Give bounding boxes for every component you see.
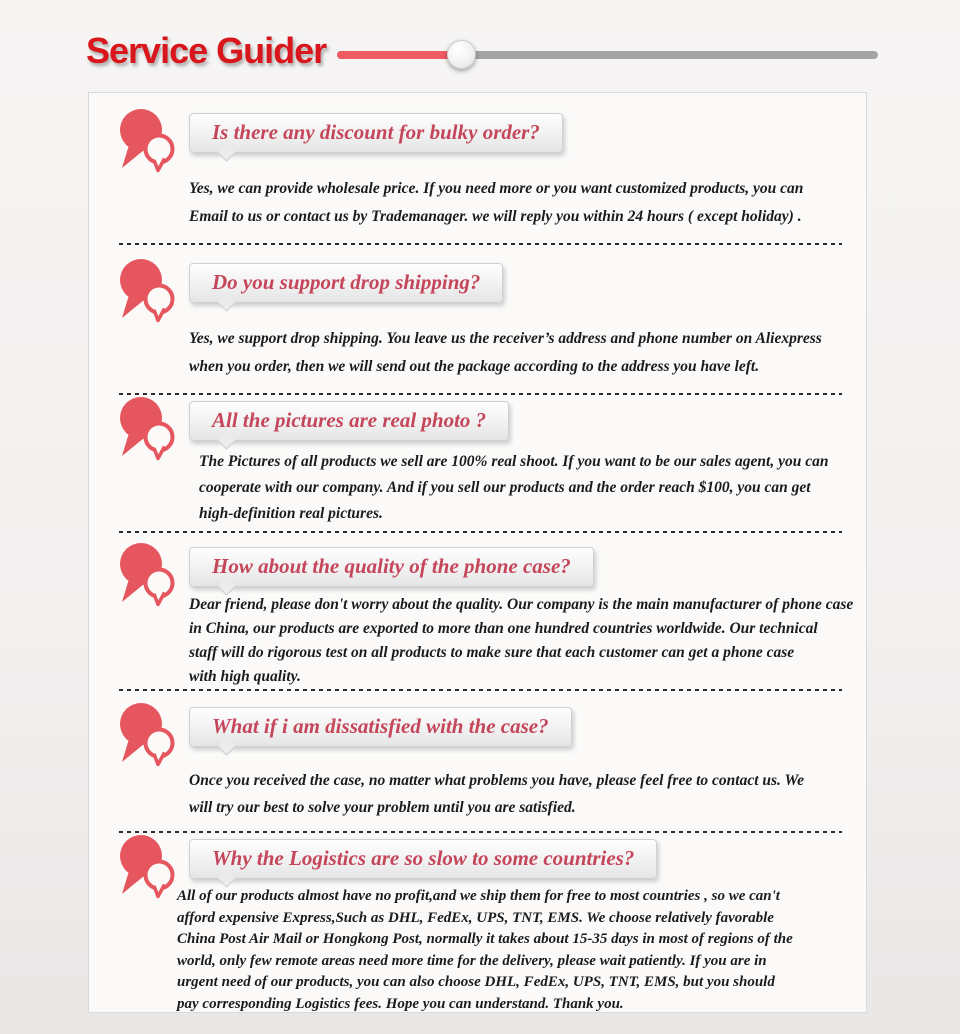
answer-line: cooperate with our company. And if you sell our products and the order reach $100, you can get — [199, 479, 811, 496]
answer-line: Email to us or contact us by Trademanager. we will reply you within 24 hours ( except holiday) . — [189, 208, 802, 225]
answer-line: afford expensive Express,Such as DHL, FedEx, UPS, TNT, EMS. We choose relatively favorable — [177, 909, 774, 926]
answer-line: will try our best to solve your problem until you are satisfied. — [189, 799, 576, 816]
question-text: Is there any discount for bulky order? — [212, 120, 540, 144]
faq-item — [89, 689, 866, 831]
chat-bubbles-icon — [117, 833, 179, 901]
question-text: How about the quality of the phone case? — [212, 554, 571, 578]
page-title: Service Guider — [86, 30, 327, 71]
answer-line: with high quality. — [189, 668, 301, 685]
answer-line: Once you received the case, no matter what problems you have, please feel free to contact us. We — [189, 772, 805, 789]
answer-line: Yes, we can provide wholesale price. If you need more or you want customized products, you can — [189, 180, 804, 197]
chat-bubbles-icon — [117, 107, 179, 175]
answer-line: in China, our products are exported to more than one hundred countries worldwide. Our technical — [189, 620, 818, 637]
chat-bubbles-icon — [117, 541, 179, 609]
answer-line: urgent need of our products, you can also choose DHL, FedEx, UPS, TNT, EMS, but you should — [177, 974, 775, 990]
answer-text — [199, 449, 836, 527]
decorative-slider — [337, 51, 878, 59]
question-bubble — [189, 707, 572, 747]
question-bubble — [189, 839, 657, 879]
question-text: Why the Logistics are so slow to some countries? — [212, 846, 635, 870]
answer-text — [189, 767, 836, 821]
answer-text — [177, 886, 836, 1015]
answer-line: Dear friend, please don't worry about the quality. Our company is the main manufacturer of phone case — [189, 596, 854, 613]
answer-line: China Post Air Mail or Hongkong Post, normally it takes about 15-35 days in most of regions of the — [177, 931, 793, 947]
answer-line: staff will do rigorous test on all products to make sure that each customer can get a phone case — [189, 644, 795, 661]
slider-fill — [337, 51, 463, 59]
answer-line: world, only few remote areas need more time for the delivery, please wait patiently. If you are in — [177, 952, 767, 969]
question-text: What if i am dissatisfied with the case? — [212, 714, 549, 738]
answer-line: Yes, we support drop shipping. You leave us the receiver’s address and phone number on Aliexpress — [189, 330, 822, 347]
chat-bubbles-icon — [117, 257, 179, 325]
question-bubble — [189, 113, 563, 153]
answer-text — [189, 325, 836, 381]
answer-text — [189, 593, 854, 689]
faq-item — [89, 93, 866, 243]
chat-bubbles-icon — [117, 395, 179, 463]
answer-line: All of our products almost have no profit,and we ship them for free to most countries , so we can't — [177, 888, 780, 904]
question-text: Do you support drop shipping? — [212, 270, 481, 294]
faq-item — [89, 393, 866, 531]
question-bubble — [189, 401, 509, 441]
answer-line: high-definition real pictures. — [199, 505, 383, 522]
answer-text — [189, 175, 836, 231]
question-bubble — [189, 547, 594, 587]
chat-bubbles-icon — [117, 701, 179, 769]
slider-knob — [447, 40, 476, 69]
question-text: All the pictures are real photo ? — [212, 408, 487, 432]
answer-line: The Pictures of all products we sell are 100% real shoot. If you want to be our sales agent, you can — [199, 453, 829, 470]
answer-line: pay corresponding Logistics fees. Hope you can understand. Thank you. — [177, 995, 624, 1012]
faq-item — [89, 531, 866, 689]
question-bubble — [189, 263, 503, 303]
faq-panel — [88, 92, 867, 1013]
faq-item — [89, 243, 866, 393]
faq-item — [89, 831, 866, 1015]
answer-line: when you order, then we will send out the package according to the address you have left. — [189, 358, 760, 375]
